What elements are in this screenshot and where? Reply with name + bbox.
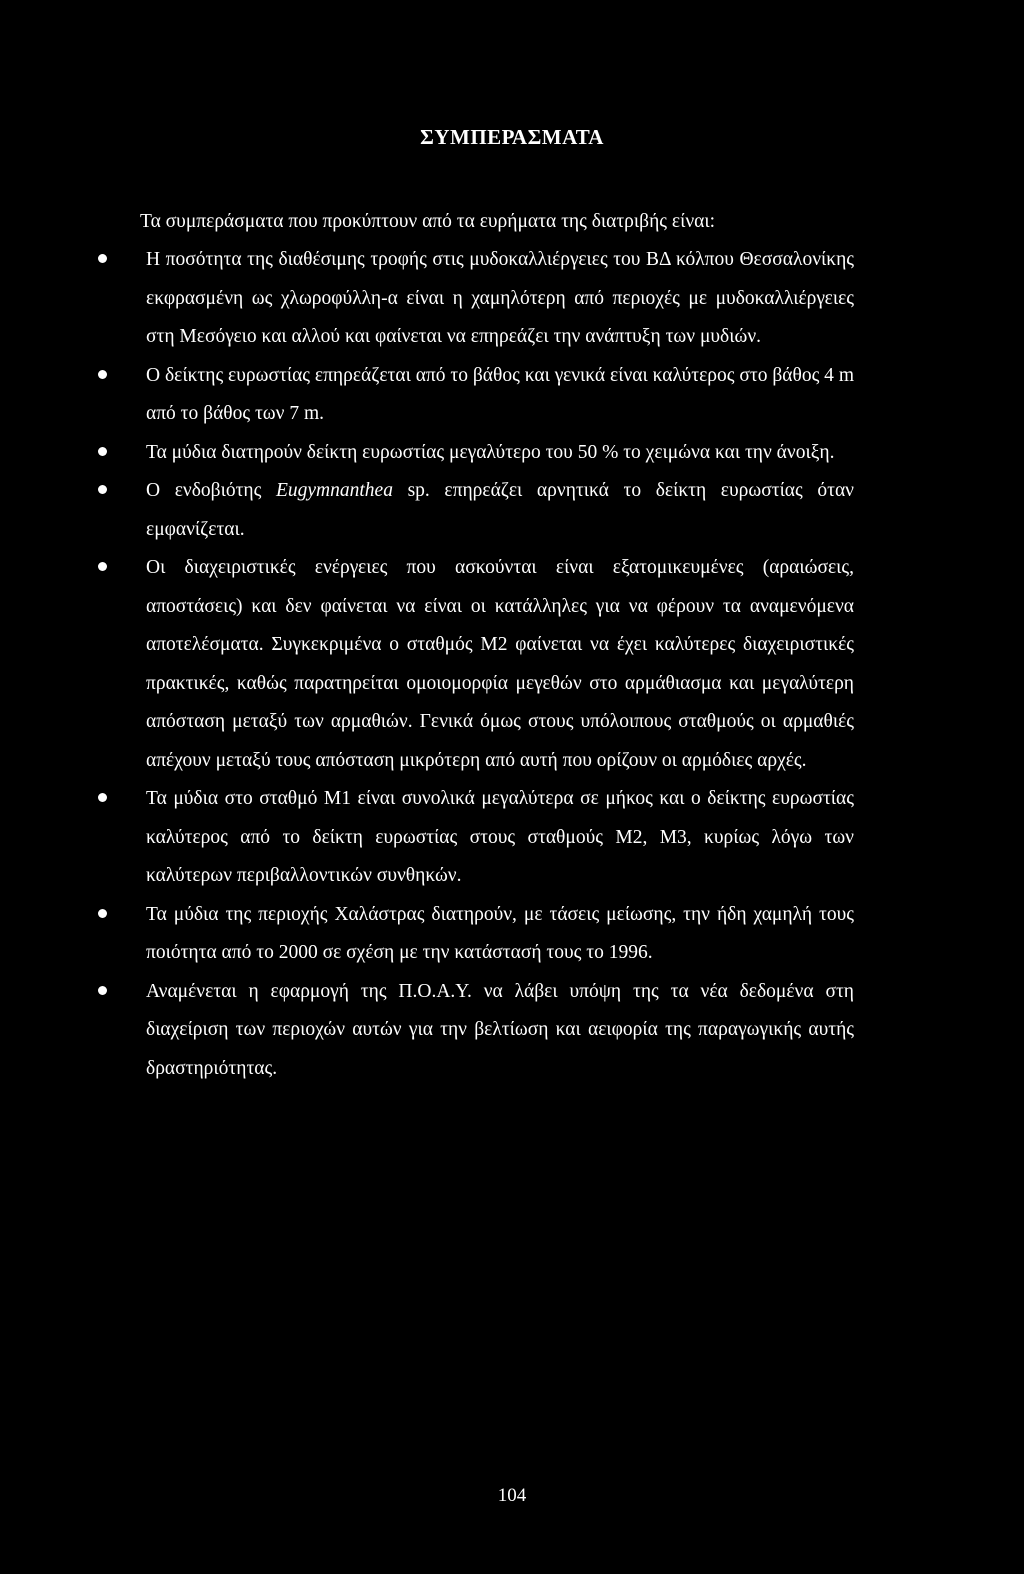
- list-item: [0, 472, 1024, 549]
- list-item: [0, 780, 1024, 896]
- list-item: [0, 549, 1024, 780]
- bullet-icon: [98, 793, 107, 802]
- page-title: ΣΥΜΠΕΡΑΣΜΑΤΑ: [420, 125, 604, 149]
- list-item-text: Τα μύδια στο σταθμό Μ1 είναι συνολικά μεγαλύτερα σε μήκος και ο δείκτης ευρωστίας καλύτερος από το δείκτη ευρωστίας στους σταθμούς Μ2, Μ3, κυρίως λόγω των καλύτερων περιβαλλοντικών συνθηκών.: [146, 788, 854, 886]
- page-number: 104: [497, 1485, 527, 1506]
- species-name: Eugymnanthea: [275, 480, 393, 501]
- list-item-text-post: sp. επηρεάζει αρνητικά το δείκτη ευρωστίας όταν εμφανίζεται.: [146, 480, 855, 540]
- bullet-icon: [98, 986, 107, 995]
- list-item-text: Αναμένεται η εφαρμογή της Π.Ο.Α.Υ. να λάβει υπόψη της τα νέα δεδομένα στη διαχείριση των περιοχών αυτών για την βελτίωση και αειφορία της παραγωγικής αυτής δραστηριότητας.: [146, 980, 854, 1079]
- bullet-icon: [98, 370, 107, 379]
- list-item: [0, 357, 1024, 434]
- list-item-text: Η ποσότητα της διαθέσιμης τροφής στις μυδοκαλλιέργειες του ΒΔ κόλπου Θεσσαλονίκης εκφρασμένη ως χλωροφύλλη-α είναι η χαμηλότερη από περιοχές με μυδοκαλλιέργειες στη Μεσόγειο και αλλού και φαίνεται να επηρεάζει την ανάπτυξη των μυδιών.: [146, 249, 854, 347]
- intro-paragraph: Τα συμπεράσματα που προκύπτουν από τα ευρήματα της διατριβής είναι:: [140, 211, 716, 232]
- conclusions-list: [0, 241, 1024, 1088]
- list-item-text-pre: Ο ενδοβιότης: [146, 480, 276, 501]
- list-item: [0, 434, 1024, 473]
- bullet-icon: [98, 485, 107, 494]
- bullet-icon: [98, 447, 107, 456]
- list-item: [0, 241, 1024, 357]
- list-item: [0, 973, 1024, 1089]
- list-item-text: Ο δείκτης ευρωστίας επηρεάζεται από το βάθος και γενικά είναι καλύτερος στο βάθος 4 m από το βάθος των 7 m.: [146, 364, 854, 424]
- bullet-icon: [98, 562, 107, 571]
- bullet-icon: [98, 254, 107, 263]
- list-item: [0, 896, 1024, 973]
- bullet-icon: [98, 909, 107, 918]
- list-item-text: Τα μύδια διατηρούν δείκτη ευρωστίας μεγαλύτερο του 50 % το χειμώνα και την άνοιξη.: [146, 441, 835, 463]
- list-item-text: Οι διαχειριστικές ενέργειες που ασκούνται είναι εξατομικευμένες (αραιώσεις, αποστάσεις) και δεν φαίνεται να είναι οι κατάλληλες για να φέρουν τα αναμενόμενα αποτελέσματα. Συγκεκριμένα ο σταθμός Μ2 φαίνεται να έχει καλύτερες διαχειριστικές πρακτικές, καθώς παρατηρείται ομοιομορφία μεγεθών στο αρμάθιασμα και μεγαλύτερη απόσταση μεταξύ των αρμαθιών. Γενικά όμως στους υπόλοιπους σταθμούς οι αρμαθιές απέχουν μεταξύ τους απόσταση μικρότερη από αυτή που ορίζουν οι αρμόδιες αρχές.: [146, 557, 854, 771]
- list-item-text: Τα μύδια της περιοχής Χαλάστρας διατηρούν, με τάσεις μείωσης, την ήδη χαμηλή τους ποιότητα από το 2000 σε σχέση με την κατάστασή τους το 1996.: [146, 903, 854, 963]
